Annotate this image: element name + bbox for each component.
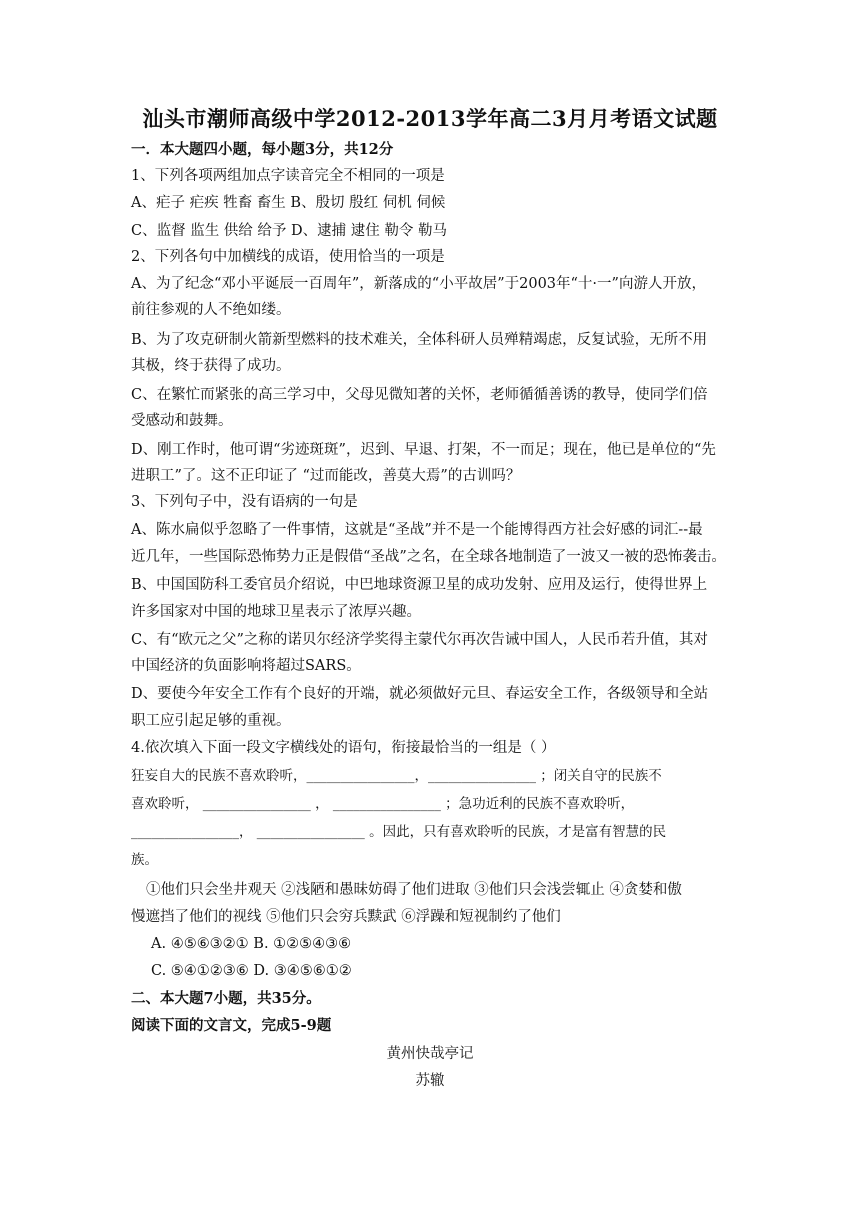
q3-line: 许多国家对中国的地球卫星表示了浓厚兴趣。 bbox=[131, 604, 421, 620]
q2-stem: 2、下列各句中加横线的成语，使用恰当的一项是 bbox=[131, 249, 445, 265]
q4-passage-line: 族。 bbox=[131, 852, 158, 868]
q3-line: 近几年，一些国际恐怖势力正是假借“圣战”之名，在全球各地制造了一波又一被的恐怖袭击。 bbox=[131, 549, 726, 565]
section2-heading: 二、本大题7小题，共35分。 bbox=[131, 990, 321, 1007]
q4-choices-ab: A. ④⑤⑥③②① B. ①②⑤④③⑥ bbox=[151, 936, 352, 952]
section1-heading: 一．本大题四小题，每小题3分，共12分 bbox=[131, 141, 394, 158]
q4-options-text: 慢遮挡了他们的视线 ⑤他们只会穷兵黩武 ⑥浮躁和短视制约了他们 bbox=[131, 909, 561, 925]
q3-stem: 3、下列句子中，没有语病的一句是 bbox=[131, 494, 358, 510]
q1-stem: 1、下列各项两组加点字读音完全不相同的一项是 bbox=[131, 168, 445, 184]
essay-title: 黄州快哉亭记 bbox=[386, 1046, 474, 1062]
q2-line: C、在繁忙而紧张的高三学习中，父母见微知著的关怀，老师循循善诱的教导，使同学们倍 bbox=[131, 387, 708, 403]
q3-line: B、中国国防科工委官员介绍说，中巴地球资源卫星的成功发射、应用及运行，使得世界上 bbox=[131, 577, 708, 593]
q4-passage-line: 喜欢聆听， ________________ ， ________________ ；急功近利的民族不喜欢聆听， bbox=[131, 796, 635, 812]
q2-line: D、刚工作时，他可谓“劣迹斑斑”，迟到、早退、打架，不一而足；现在，他已是单位的“先 bbox=[131, 442, 716, 458]
q3-line: 中国经济的负面影响将超过SARS。 bbox=[131, 658, 361, 674]
q4-passage-line: 狂妄自大的民族不喜欢聆听，________________，________________ ；闭关自守的民族不 bbox=[131, 768, 662, 784]
q4-choices-cd: C. ⑤④①②③⑥ D. ③④⑤⑥①② bbox=[151, 963, 352, 979]
q2-line: 其极，终于获得了成功。 bbox=[131, 358, 291, 374]
q2-line: 受感动和鼓舞。 bbox=[131, 413, 233, 429]
q2-line: B、为了攻克研制火箭新型燃料的技术难关，全体科研人员殚精竭虑，反复试验，无所不用 bbox=[131, 332, 708, 348]
page-title: 汕头市潮师高级中学2012-2013学年高二3月月考语文试题 bbox=[142, 106, 718, 131]
q4-passage-line: ________________， ________________ 。因此，只有喜欢聆听的民族，才是富有智慧的民 bbox=[131, 824, 667, 840]
q2-line: 前往参观的人不绝如缕。 bbox=[131, 302, 291, 318]
q3-line: D、要使今年安全工作有个良好的开端，就必须做好元旦、春运安全工作，各级领导和全站 bbox=[131, 686, 709, 702]
q4-stem: 4.依次填入下面一段文字横线处的语句，衔接最恰当的一组是（ ） bbox=[131, 740, 556, 756]
section2-instruction: 阅读下面的文言文，完成5-9题 bbox=[131, 1017, 332, 1034]
q2-line: 进职工”了。这不正印证了 “过而能改，善莫大焉”的古训吗？ bbox=[131, 468, 521, 484]
q3-line: A、陈水扁似乎忽略了一件事情，这就是“圣战”并不是一个能博得西方社会好感的词汇--最 bbox=[131, 522, 703, 538]
q2-line: A、为了纪念“邓小平诞辰一百周年”，新落成的“小平故居”于2003年“十·一”向游人开放， bbox=[131, 276, 706, 292]
q4-options-text: ①他们只会坐井观天 ②浅陋和愚昧妨碍了他们进取 ③他们只会浅尝辄止 ④贪婪和傲 bbox=[146, 882, 682, 898]
q3-line: 职工应引起足够的重视。 bbox=[131, 713, 291, 729]
q3-line: C、有“欧元之父”之称的诺贝尔经济学奖得主蒙代尔再次告诫中国人，人民币若升值，其对 bbox=[131, 632, 708, 648]
essay-author: 苏辙 bbox=[415, 1073, 445, 1089]
q1-options-cd: C、监督 监生 供给 给予 D、逮捕 逮住 勒令 勒马 bbox=[131, 223, 447, 239]
q1-options-ab: A、疟子 疟疾 牲畜 畜生 B、殷切 殷红 伺机 伺候 bbox=[131, 195, 446, 211]
